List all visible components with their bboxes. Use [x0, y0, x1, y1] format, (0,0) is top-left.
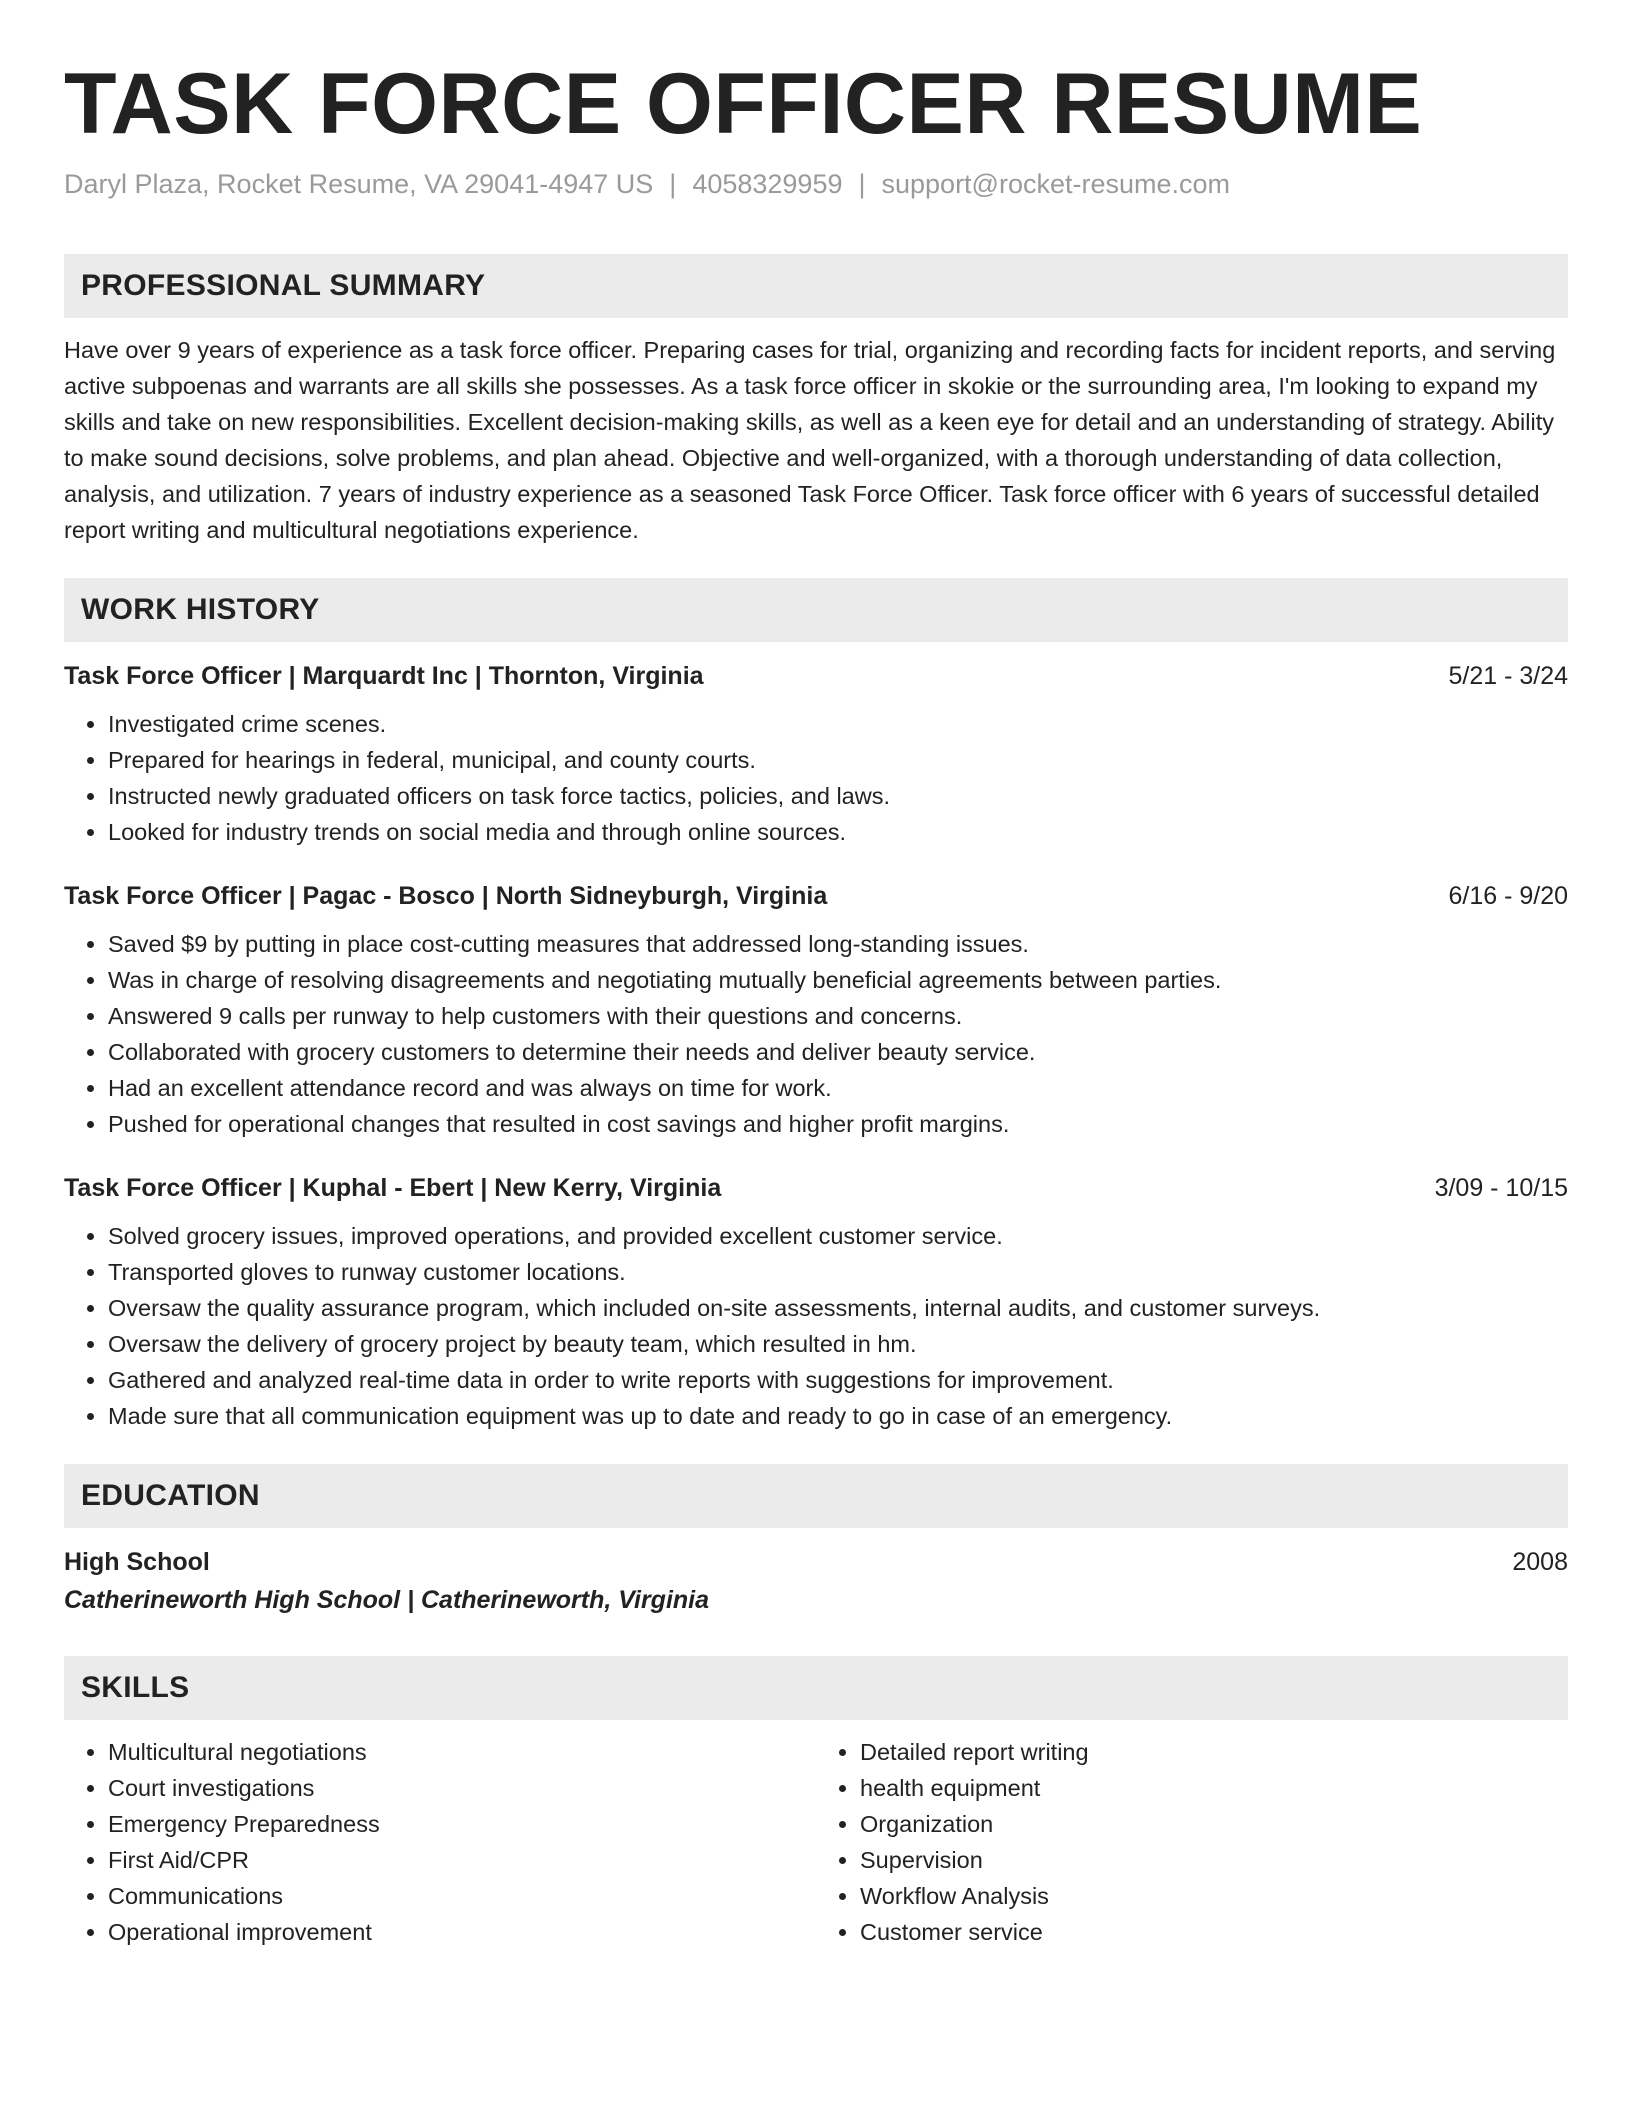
skill-item: • Court investigations [108, 1770, 816, 1806]
section-heading-work-history: WORK HISTORY [64, 578, 1568, 642]
job-bullet: • Made sure that all communication equipment was up to date and ready to go in case of an emergency. [108, 1398, 1568, 1434]
skill-item: • Multicultural negotiations [108, 1734, 816, 1770]
skill-item: • First Aid/CPR [108, 1842, 816, 1878]
job-bullet: • Prepared for hearings in federal, municipal, and county courts. [108, 742, 1568, 778]
job-bullet: • Was in charge of resolving disagreements and negotiating mutually beneficial agreements between parties. [108, 962, 1568, 998]
skill-item: • Customer service [860, 1914, 1568, 1950]
job-bullet: • Transported gloves to runway customer locations. [108, 1254, 1568, 1290]
job-bullet: • Answered 9 calls per runway to help customers with their questions and concerns. [108, 998, 1568, 1034]
job-bullet: • Instructed newly graduated officers on task force tactics, policies, and laws. [108, 778, 1568, 814]
job-header [64, 1170, 1568, 1206]
job-bullet: • Oversaw the delivery of grocery project by beauty team, which resulted in hm. [108, 1326, 1568, 1362]
job-bullet: • Solved grocery issues, improved operations, and provided excellent customer service. [108, 1218, 1568, 1254]
contact-separator: | [669, 169, 677, 199]
education-degree: High School [64, 1548, 210, 1576]
job-bullet-list [64, 1218, 1568, 1434]
job-title: Task Force Officer | Pagac - Bosco | North Sidneyburgh, Virginia [64, 882, 828, 910]
resume-title: TASK FORCE OFFICER RESUME [64, 56, 1423, 152]
contact-line [64, 166, 1568, 202]
skills-column-right [816, 1734, 1568, 1950]
skill-item: • Organization [860, 1806, 1568, 1842]
education-header [64, 1544, 1568, 1580]
contact-phone: 4058329959 [692, 169, 843, 199]
skills-list [816, 1734, 1568, 1950]
job-dates: 6/16 - 9/20 [1448, 882, 1568, 910]
section-heading-summary: PROFESSIONAL SUMMARY [64, 254, 1568, 318]
skills-column-left [64, 1734, 816, 1950]
job-dates: 5/21 - 3/24 [1448, 662, 1568, 690]
job-bullet: • Collaborated with grocery customers to determine their needs and deliver beauty service. [108, 1034, 1568, 1070]
job-bullet: • Had an excellent attendance record and was always on time for work. [108, 1070, 1568, 1106]
job-entry [64, 658, 1568, 850]
education-entry [64, 1544, 1568, 1620]
contact-address: Daryl Plaza, Rocket Resume, VA 29041-4947 US [64, 169, 654, 199]
job-bullet: • Pushed for operational changes that resulted in cost savings and higher profit margins. [108, 1106, 1568, 1142]
section-heading-education: EDUCATION [64, 1464, 1568, 1528]
job-header [64, 878, 1568, 914]
job-bullet-list [64, 926, 1568, 1142]
job-header [64, 658, 1568, 694]
skills-list [64, 1734, 816, 1950]
skill-item: • Operational improvement [108, 1914, 816, 1950]
education-school: Catherineworth High School | Catherineworth, Virginia [64, 1586, 710, 1614]
job-title: Task Force Officer | Kuphal - Ebert | New Kerry, Virginia [64, 1174, 722, 1202]
contact-separator: | [858, 169, 866, 199]
contact-email: support@rocket-resume.com [881, 169, 1231, 199]
job-dates: 3/09 - 10/15 [1434, 1174, 1568, 1202]
skill-item: • health equipment [860, 1770, 1568, 1806]
section-heading-skills: SKILLS [64, 1656, 1568, 1720]
education-year: 2008 [1512, 1548, 1568, 1576]
skill-item: • Supervision [860, 1842, 1568, 1878]
job-bullet: • Looked for industry trends on social media and through online sources. [108, 814, 1568, 850]
job-bullet: • Gathered and analyzed real-time data in order to write reports with suggestions for improvement. [108, 1362, 1568, 1398]
job-title: Task Force Officer | Marquardt Inc | Thornton, Virginia [64, 662, 704, 690]
job-bullet: • Investigated crime scenes. [108, 706, 1568, 742]
summary-paragraph: Have over 9 years of experience as a task force officer. Preparing cases for trial, organizing and recording facts for incident reports, and serving active subpoenas and warrants are all skills she possesses. As a task force officer in skokie or the surrounding area, I'm looking to expand my skills and take on new responsibilities. Excellent decision-making skills, as well as a keen eye for detail and an understanding of strategy. Ability to make sound decisions, solve problems, and plan ahead. Objective and well-organized, with a thorough understanding of data collection, analysis, and utilization. 7 years of industry experience as a seasoned Task Force Officer. Task force officer with 6 years of successful detailed report writing and multicultural negotiations experience. [64, 337, 1556, 543]
job-entry [64, 1170, 1568, 1434]
skill-item: • Emergency Preparedness [108, 1806, 816, 1842]
skill-item: • Detailed report writing [860, 1734, 1568, 1770]
job-bullet: • Saved $9 by putting in place cost-cutting measures that addressed long-standing issues. [108, 926, 1568, 962]
skills-grid [64, 1734, 1568, 1950]
job-bullet: • Oversaw the quality assurance program, which included on-site assessments, internal audits, and customer surveys. [108, 1290, 1568, 1326]
skill-item: • Communications [108, 1878, 816, 1914]
skill-item: • Workflow Analysis [860, 1878, 1568, 1914]
job-entry [64, 878, 1568, 1142]
job-bullet-list [64, 706, 1568, 850]
